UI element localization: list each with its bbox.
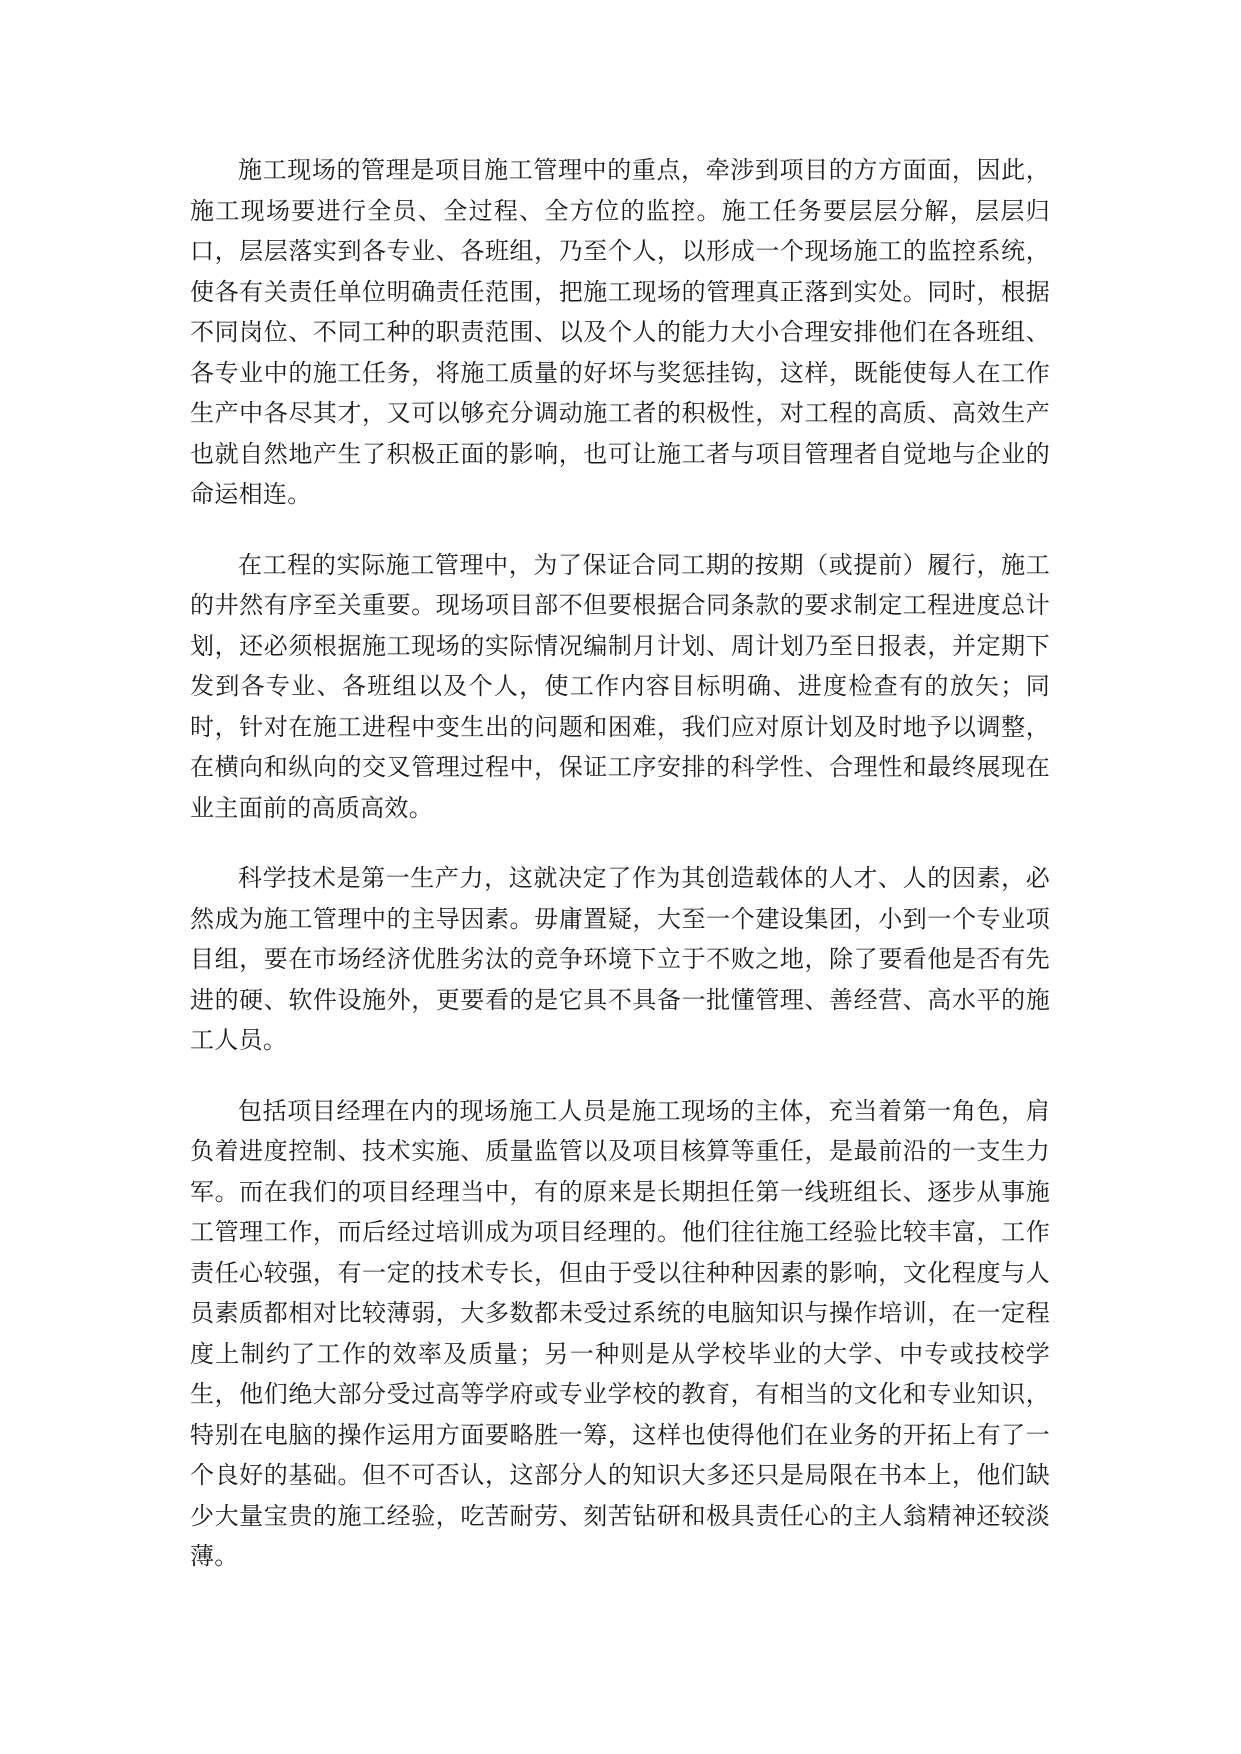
paragraph-human-factor: 科学技术是第一生产力，这就决定了作为其创造载体的人才、人的因素，必然成为施工管理中的主导因素。毋庸置疑，大至一个建设集团，小到一个专业项目组，要在市场经济优胜劣汰的竞争环境下立于不败之地，除了要看他是否有先进的硬、软件设施外，更要看的是它具不具备一批懂管理、善经营、高水平的施工人员。	[190, 864, 1050, 1054]
paragraph-site-management: 施工现场的管理是项目施工管理中的重点，牵涉到项目的方方面面，因此，施工现场要进行全员、全过程、全方位的监控。施工任务要层层分解，层层归口，层层落实到各专业、各班组，乃至个人，以形成一个现场施工的监控系统，使各有关责任单位明确责任范围，把施工现场的管理真正落到实处。同时，根据不同岗位、不同工种的职责范围、以及个人的能力大小合理安排他们在各班组、各专业中的施工任务，将施工质量的好坏与奖惩挂钩，这样，既能使每人在工作生产中各尽其才，又可以够充分调动施工者的积极性，对工程的高质、高效生产也就自然地产生了积极正面的影响，也可让施工者与项目管理者自觉地与企业的命运相连。	[190, 156, 1050, 508]
paragraph-site-personnel: 包括项目经理在内的现场施工人员是施工现场的主体，充当着第一角色，肩负着进度控制、技术实施、质量监管以及项目核算等重任，是最前沿的一支生力军。而在我们的项目经理当中，有的原来是长期担任第一线班组长、逐步从事施工管理工作，而后经过培训成为项目经理的。他们往往施工经验比较丰富，工作责任心较强，有一定的技术专长，但由于受以往种种因素的影响，文化程度与人员素质都相对比较薄弱，大多数都未受过系统的电脑知识与操作培训，在一定程度上制约了工作的效率及质量；另一种则是从学校毕业的大学、中专或技校学生，他们绝大部分受过高等学府或专业学校的教育，有相当的文化和专业知识，特别在电脑的操作运用方面要略胜一筹，这样也使得他们在业务的开拓上有了一个良好的基础。但不可否认，这部分人的知识大多还只是局限在书本上，他们缺少大量宝贵的施工经验，吃苦耐劳、刻苦钻研和极具责任心的主人翁精神还较淡薄。	[190, 1096, 1050, 1570]
document-page	[190, 150, 1050, 1607]
paragraph-schedule-control: 在工程的实际施工管理中，为了保证合同工期的按期（或提前）履行，施工的井然有序至关重要。现场项目部不但要根据合同条款的要求制定工程进度总计划，还必须根据施工现场的实际情况编制月计划、周计划乃至日报表，并定期下发到各专业、各班组以及个人，使工作内容目标明确、进度检查有的放矢；同时，针对在施工进程中变生出的问题和困难，我们应对原计划及时地予以调整，在横向和纵向的交叉管理过程中，保证工序安排的科学性、合理性和最终展现在业主面前的高质高效。	[190, 550, 1050, 822]
